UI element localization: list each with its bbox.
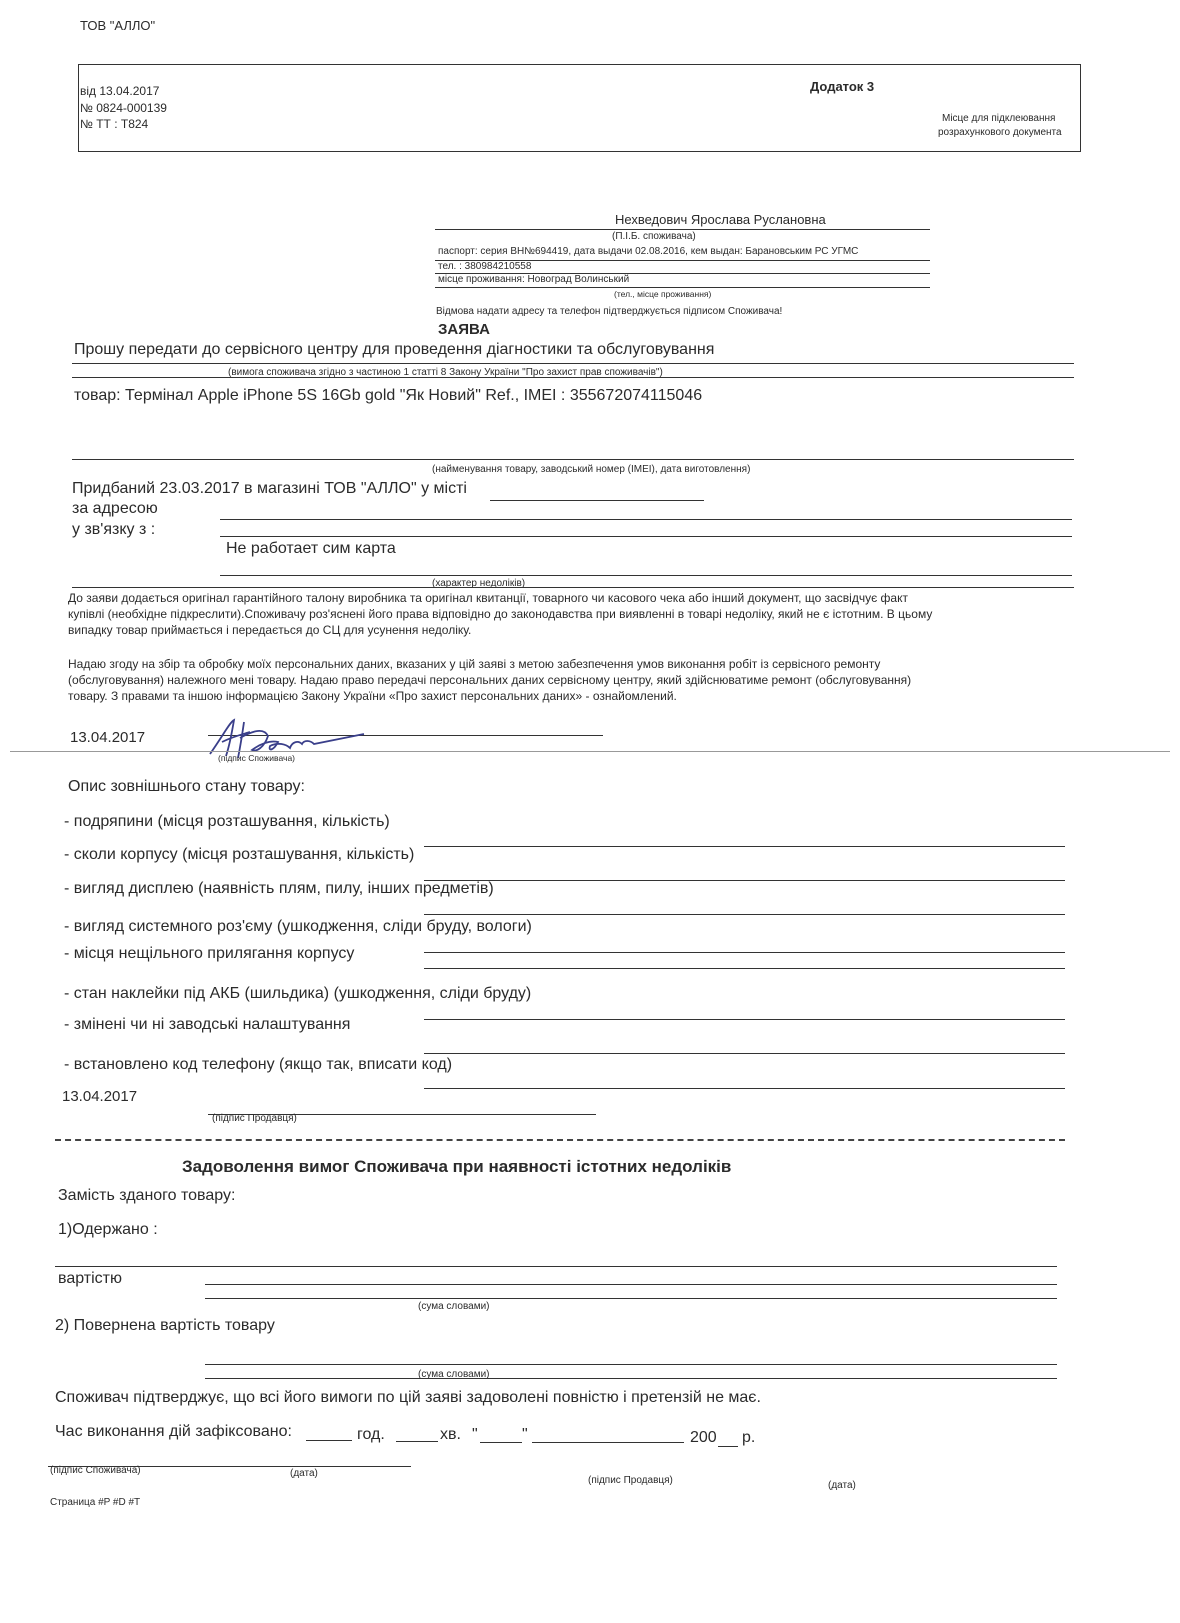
final-consumer-signature-caption: (підпис Споживача): [50, 1465, 141, 1476]
seller-signature-caption: (підпис Продавця): [212, 1113, 297, 1124]
final-date-caption-2: (дата): [828, 1480, 856, 1491]
address-label: за адресою: [72, 500, 158, 517]
refusal-note: Відмова надати адресу та телефон підтверджується підписом Споживача!: [436, 306, 783, 317]
condition-item-chips: - сколи корпусу (місця розташування, кількість): [64, 846, 415, 863]
returned-label: 2) Повернена вартість товару: [55, 1317, 275, 1334]
year-suffix: р.: [742, 1429, 756, 1446]
city-field[interactable]: [490, 500, 704, 501]
phone-line: тел. : 380984210558: [438, 261, 532, 272]
condition-date: 13.04.2017: [62, 1088, 138, 1105]
condition-field-gaps[interactable]: [424, 968, 1065, 969]
paragraph1-line1: До заяви додається оригінал гарантійного талону виробника та оригінал квитанції, товарного чи касового чека або інший документ, що засвідчує факт: [68, 591, 908, 605]
condition-field-scratches[interactable]: [424, 846, 1065, 847]
year-field[interactable]: [718, 1446, 738, 1447]
defect-underline: [220, 575, 1072, 576]
satisfaction-title: Задоволення вимог Споживача при наявності істотних недоліків: [182, 1157, 732, 1176]
application-date: 13.04.2017: [70, 729, 146, 746]
received-field[interactable]: [55, 1266, 1057, 1267]
condition-field-code[interactable]: [424, 1088, 1065, 1089]
request-caption: (вимога споживача згідно з частиною 1 статті 8 Закону України "Про захист прав споживачів"): [228, 367, 663, 378]
day-quote-close: ": [522, 1426, 528, 1443]
application-title: ЗАЯВА: [438, 321, 490, 338]
returned-line-2: [205, 1378, 1057, 1379]
document-number: № 0824-000139: [80, 101, 167, 115]
condition-field-chips[interactable]: [424, 880, 1065, 881]
consumer-signature-caption: (підпис Споживача): [218, 753, 295, 763]
returned-field[interactable]: [205, 1364, 1057, 1365]
condition-item-connector: - вигляд системного роз'єму (ушкодження, сліди бруду, вологи): [64, 918, 532, 935]
reason-line: [220, 536, 1072, 537]
condition-item-sticker: - стан наклейки під АКБ (шильдика) (ушкодження, сліди бруду): [64, 985, 532, 1002]
page-footer: Страница #P #D #T: [50, 1497, 141, 1508]
paragraph1-line2: купівлі (необхідне підкреслити).Споживачу роз'яснені його права відповідно до законодавства при виявленні в товарі недоліку, який не є істотним. В цьому: [68, 607, 933, 621]
paragraph1-line3: випадку товар приймається і передається до СЦ для усунення недоліку.: [68, 623, 472, 637]
instead-label: Замість зданого товару:: [58, 1187, 236, 1204]
final-date-caption-1: (дата): [290, 1468, 318, 1479]
scan-fold-line: [10, 751, 1170, 752]
condition-title: Опис зовнішнього стану товару:: [68, 778, 305, 795]
consumer-name-caption: (П.І.Б. споживача): [612, 231, 696, 242]
condition-field-connector[interactable]: [424, 952, 1065, 953]
condition-item-settings: - змінені чи ні заводські налаштування: [64, 1016, 351, 1033]
residence-line: місце проживання: Новоград Волинський: [438, 274, 630, 285]
cost-field[interactable]: [205, 1284, 1057, 1285]
defect-caption: (характер недоліків): [432, 578, 526, 589]
product-caption: (найменування товару, заводський номер (IMEI), дата виготовлення): [432, 464, 751, 475]
product-text: товар: Термінал Apple iPhone 5S 16Gb gold "Як Новий" Ref., IMEI : 355672074115046: [74, 387, 703, 404]
confirmation-text: Споживач підтверджує, що всі його вимоги по цій заяві задоволені повністю і претензій не має.: [55, 1389, 761, 1406]
consumer-name: Нехведович Ярослава Руслановна: [615, 212, 826, 227]
residence-caption: (тел., місце проживання): [614, 289, 712, 299]
final-seller-signature-caption: (підпис Продавця): [588, 1475, 673, 1486]
receipt-place-line1: Місце для підклеювання: [942, 113, 1056, 124]
year-prefix: 200: [690, 1429, 717, 1446]
sum-words-caption: (сума словами): [418, 1301, 490, 1312]
defect-line-2: [72, 587, 1074, 588]
paragraph2-line3: товару. З правами та іншою інформацією Закону України «Про захист персональних даних» - ознайомлений.: [68, 689, 677, 703]
defect-text: Не работает сим карта: [226, 540, 396, 557]
condition-field-sticker[interactable]: [424, 1019, 1065, 1020]
section-separator: [55, 1139, 1065, 1141]
request-line-2: [72, 377, 1074, 378]
month-field[interactable]: [532, 1442, 684, 1443]
company-name: ТОВ "АЛЛО": [80, 18, 156, 33]
received-label: 1)Одержано :: [58, 1221, 158, 1238]
request-text: Прошу передати до сервісного центру для проведення діагностики та обслуговування: [74, 341, 715, 358]
paragraph2-line2: (обслуговування) належного мені товару. Надаю право передачі персональних даних сервісному центру, який здійснюватиме ремонт (обслуговування): [68, 673, 912, 687]
day-quote-open: ": [472, 1426, 478, 1443]
cost-label: вартістю: [58, 1270, 122, 1287]
hours-field[interactable]: [306, 1440, 352, 1441]
condition-item-scratches: - подряпини (місця розташування, кількість): [64, 813, 390, 830]
paragraph2-line1: Надаю згоду на збір та обробку моїх персональних даних, вказаних у цій заяві з метою забезпечення умов виконання робіт із сервісного ремонту: [68, 657, 881, 671]
purchase-text: Придбаний 23.03.2017 в магазині ТОВ "АЛЛО" у місті: [72, 480, 467, 497]
document-date: від 13.04.2017: [80, 84, 160, 98]
condition-field-display[interactable]: [424, 914, 1065, 915]
minutes-field[interactable]: [396, 1441, 438, 1442]
sum-words-caption-2: (сума словами): [418, 1369, 490, 1380]
request-underline: [72, 363, 1074, 364]
minutes-label: хв.: [440, 1426, 461, 1443]
consumer-name-line: [435, 229, 930, 230]
condition-item-gaps: - місця нещільного прилягання корпусу: [64, 945, 355, 962]
tt-number: № ТТ : Т824: [80, 117, 149, 131]
time-label: Час виконання дій зафіксовано:: [55, 1423, 292, 1440]
day-field[interactable]: [480, 1442, 522, 1443]
appendix-label: Додаток 3: [810, 79, 875, 94]
condition-item-code: - встановлено код телефону (якщо так, вписати код): [64, 1056, 453, 1073]
residence-underline: [435, 287, 930, 288]
condition-field-settings[interactable]: [424, 1053, 1065, 1054]
product-underline: [72, 459, 1074, 460]
receipt-place-line2: розрахункового документа: [938, 127, 1062, 138]
passport-line: паспорт: серия ВН№694419, дата выдачи 02.08.2016, кем выдан: Барановським РС УГМС: [438, 246, 859, 257]
header-box: [78, 64, 1081, 152]
hours-label: год.: [357, 1426, 385, 1443]
reason-label: у зв'язку з :: [72, 521, 156, 538]
address-field[interactable]: [220, 519, 1072, 520]
cost-line-2: [205, 1298, 1057, 1299]
condition-item-display: - вигляд дисплею (наявність плям, пилу, інших предметів): [64, 880, 494, 897]
